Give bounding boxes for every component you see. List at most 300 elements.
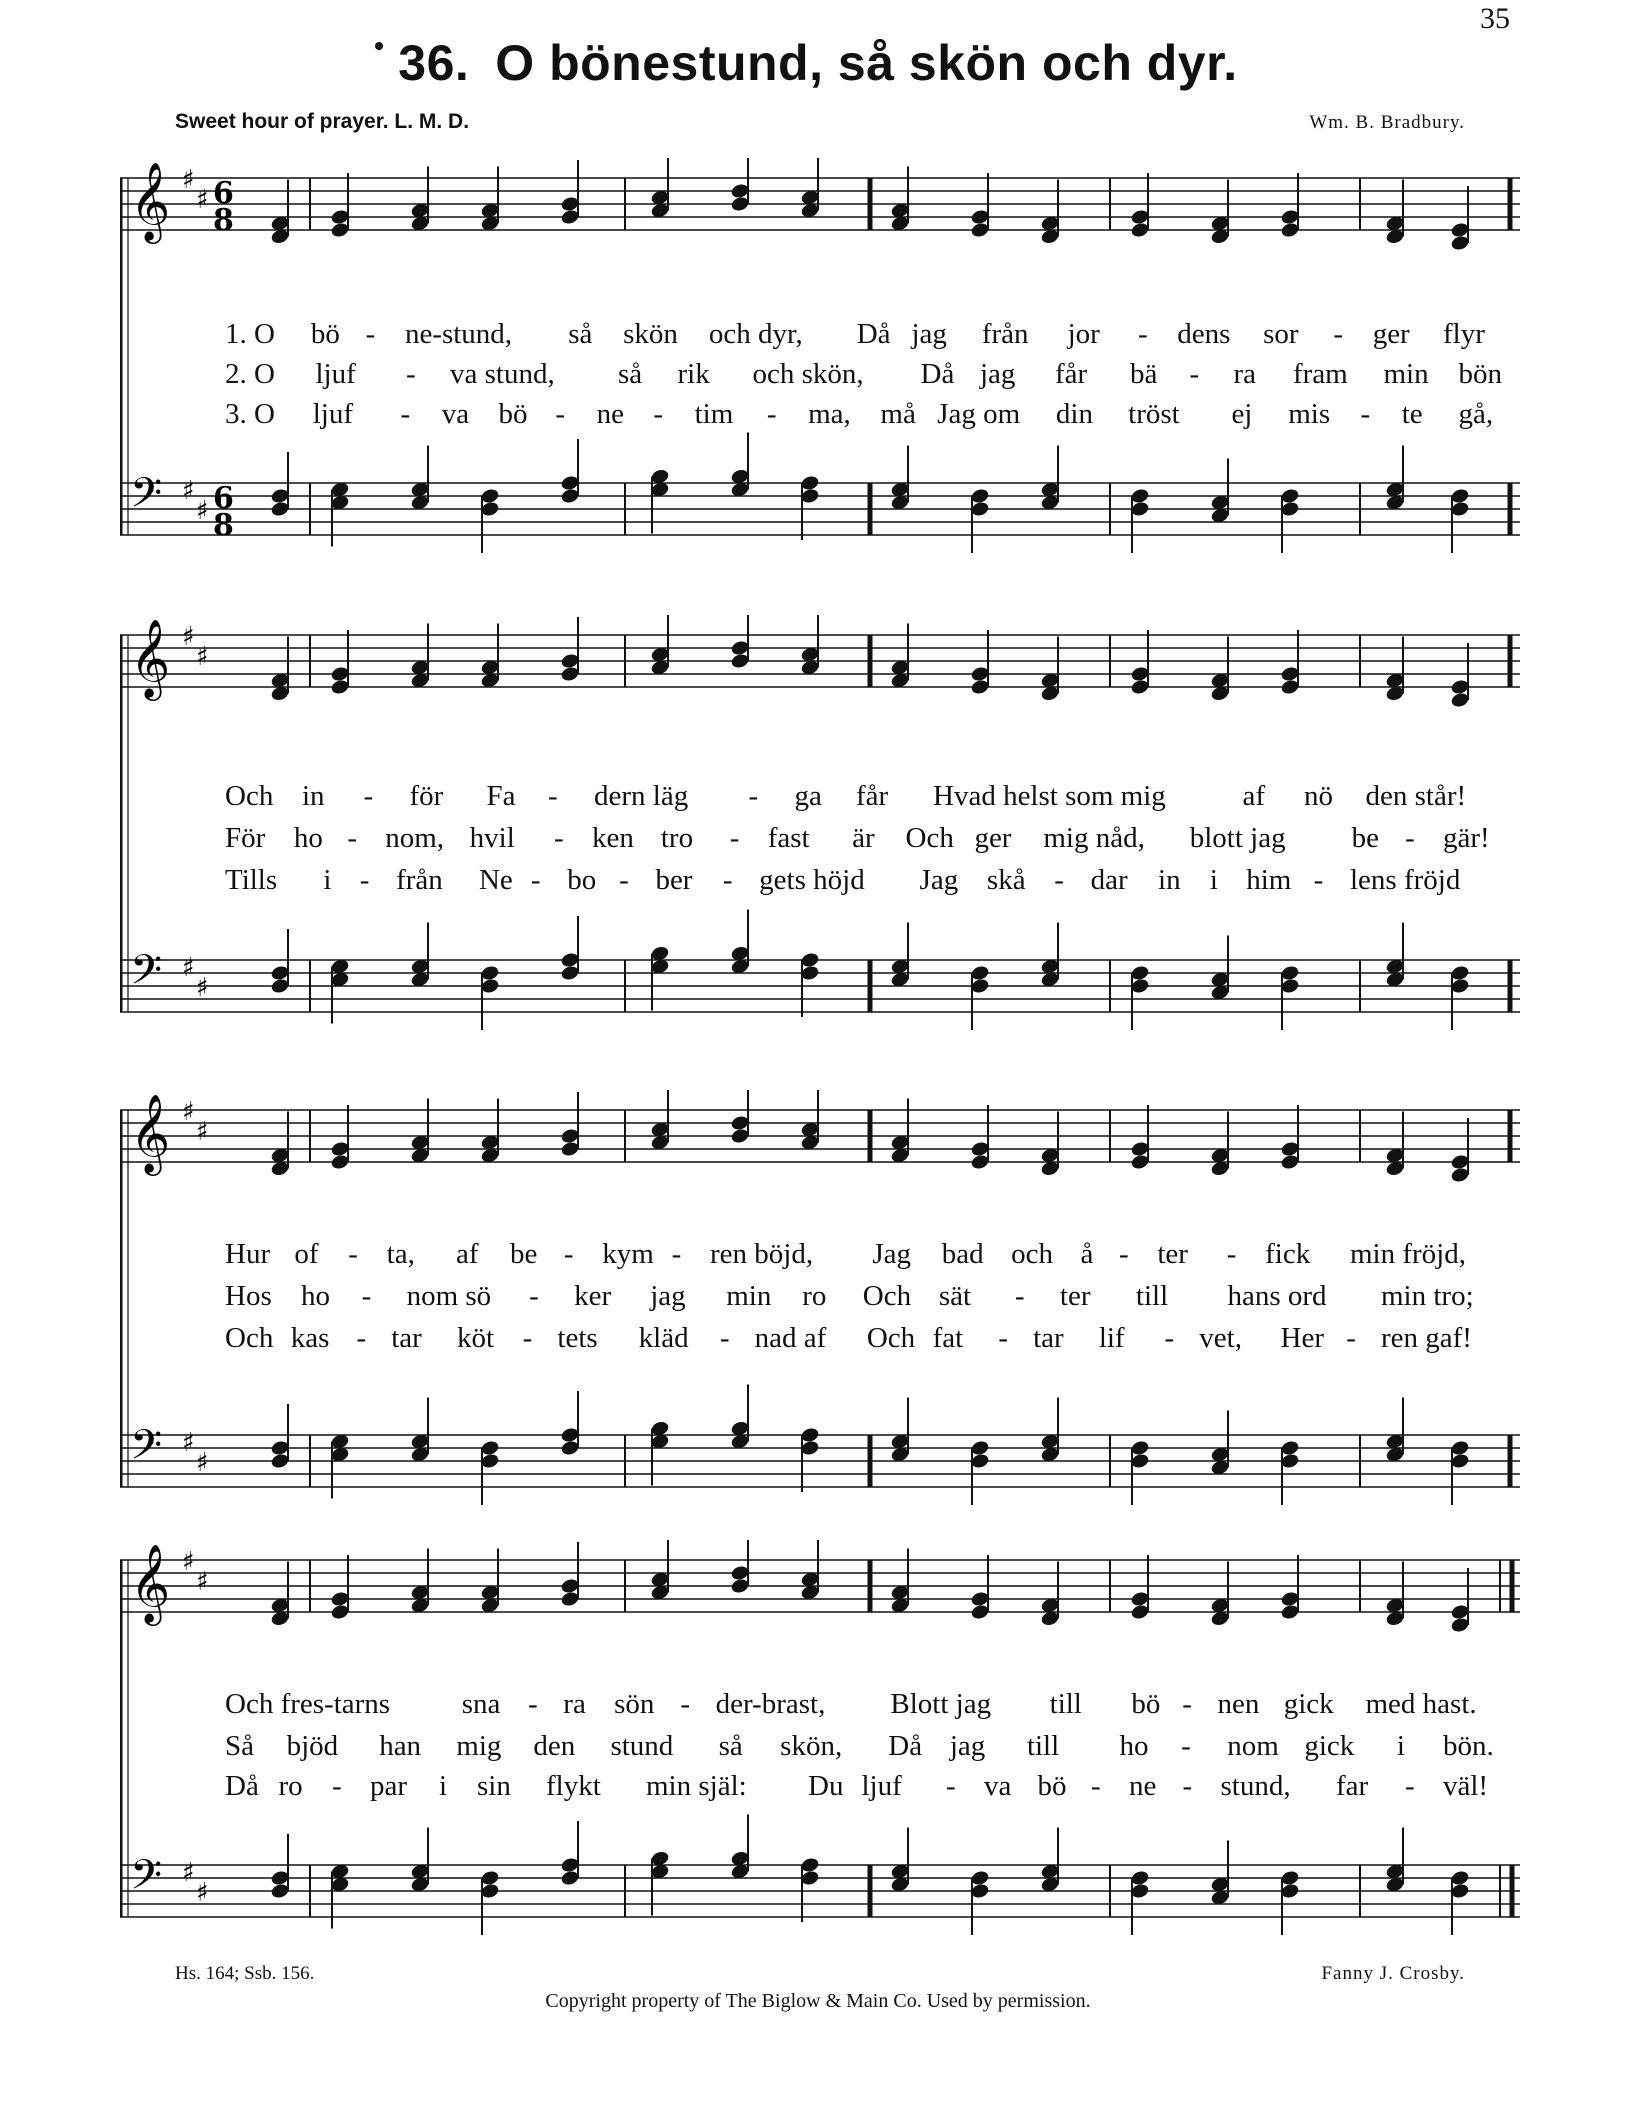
lyric-syllable: Och [225, 780, 274, 812]
lyric-syllable: gär! [1443, 822, 1490, 854]
lyric-syllable: dern läg [594, 780, 689, 812]
lyric-syllable: sön [614, 1688, 655, 1720]
lyric-syllable: Och [905, 822, 954, 854]
hymn-title-text: O bönestund, så skön och dyr. [495, 35, 1238, 91]
lyric-syllable: kas [290, 1322, 330, 1354]
lyric-syllable: kym [602, 1238, 654, 1270]
treble-clef-icon: 𝄞 [130, 162, 171, 241]
note-chord [1210, 1112, 1230, 1178]
lyric-syllable: - [671, 1238, 682, 1270]
sharp-icon: ♯ [196, 185, 209, 215]
lyric-syllable: - [1346, 1322, 1356, 1354]
lyric-syllable: dens [1177, 318, 1231, 350]
bass-clef-icon: 𝄢 [130, 946, 163, 1004]
lyric-line [105, 358, 1515, 394]
note-chord [650, 158, 670, 219]
note-chord [800, 1426, 820, 1492]
lyric-syllable: till [1135, 1280, 1169, 1312]
note-chord [1130, 1439, 1150, 1505]
sharp-icon: ♯ [182, 476, 195, 506]
note-chord [1280, 1869, 1300, 1935]
note-chord [480, 1099, 500, 1165]
note-chord [890, 1398, 910, 1464]
lyric-syllable: vet, [1199, 1322, 1242, 1354]
lyric-syllable: mig [456, 1730, 502, 1762]
lyric-syllable: Hos [225, 1280, 272, 1312]
lyric-syllable: - [530, 864, 541, 896]
lyric-syllable: får [856, 780, 889, 812]
lyric-syllable: bo [567, 864, 597, 896]
lyric-syllable: ra [1233, 358, 1257, 390]
lyric-syllable: kläd [638, 1322, 689, 1354]
lyric-syllable: va stund, [450, 358, 555, 390]
lyric-syllable: af [1242, 780, 1266, 812]
lyric-syllable: Då [225, 1770, 259, 1802]
note-chord [1130, 487, 1150, 553]
note-chord [1450, 1439, 1470, 1505]
bass-clef-icon: 𝄢 [130, 1851, 163, 1909]
lyric-syllable: Blott jag [890, 1688, 992, 1720]
lyric-syllable: mig nåd, [1043, 822, 1145, 854]
lyric-syllable: bön. [1443, 1730, 1494, 1762]
lyric-syllable: va [984, 1770, 1012, 1802]
note-chord [410, 167, 430, 233]
lyric-syllable: köt [456, 1322, 494, 1354]
lyric-syllable: of [294, 1238, 319, 1270]
note-chord [1040, 1828, 1060, 1894]
note-chord [560, 1821, 580, 1887]
staff [120, 960, 1520, 1012]
staff [120, 1435, 1520, 1487]
note-chord [560, 439, 580, 505]
lyric-syllable: Du [808, 1770, 844, 1802]
lyric-syllable: sor [1263, 318, 1299, 350]
lyric-syllable: - [946, 1770, 956, 1802]
lyric-syllable: till [1049, 1688, 1082, 1720]
note-chord [330, 958, 350, 1024]
copyright-notice: Copyright property of The Biglow & Main Co. Used by permission. [545, 1990, 1091, 2012]
note-chord [410, 1099, 430, 1165]
lyric-syllable: - [1014, 1280, 1025, 1312]
lyric-syllable: - [548, 780, 558, 812]
tune-info: Sweet hour of prayer. L. M. D. [175, 110, 470, 133]
author-credit: Fanny J. Crosby. [1321, 1963, 1465, 1984]
note-chord [1040, 923, 1060, 989]
lyric-syllable: - [1091, 1770, 1101, 1802]
note-chord [730, 1540, 750, 1595]
lyric-syllable: till [1026, 1730, 1060, 1762]
page-number: 35 [1480, 2, 1510, 35]
lyric-syllable: fast [767, 822, 810, 854]
lyric-line [105, 822, 1515, 858]
staff [120, 635, 1520, 687]
lyric-syllable: fat [932, 1322, 964, 1354]
lyric-line [105, 864, 1515, 900]
treble-clef-icon: 𝄞 [130, 1544, 171, 1623]
note-chord [800, 951, 820, 1017]
hymnal-references: Hs. 164; Ssb. 156. [175, 1963, 315, 1984]
lyric-syllable: ber [655, 864, 693, 896]
note-chord [1040, 180, 1060, 246]
lyric-syllable: jag [949, 1730, 986, 1762]
lyric-syllable: Och fres-tarns [225, 1688, 391, 1720]
lyric-syllable: - [653, 398, 663, 430]
lyric-syllable: Och [866, 1322, 916, 1354]
note-chord [730, 1815, 750, 1881]
lyric-syllable: - [719, 1322, 730, 1354]
note-chord [560, 1391, 580, 1457]
sharp-icon: ♯ [182, 953, 195, 983]
lyric-syllable: - [766, 398, 777, 430]
note-chord [330, 1555, 350, 1621]
note-chord [270, 637, 290, 703]
note-chord [1130, 1869, 1150, 1935]
composer-credit: Wm. B. Bradbury. [1309, 112, 1465, 133]
lyric-syllable: sin [477, 1770, 511, 1802]
lyric-syllable: så [618, 358, 643, 390]
lyric-syllable: din [1055, 398, 1093, 430]
staff [120, 1560, 1520, 1612]
note-chord [970, 1869, 990, 1935]
note-chord [480, 1549, 500, 1615]
lyric-syllable: sät [938, 1280, 972, 1312]
lyric-syllable: gå, [1458, 398, 1494, 430]
lyric-syllable: be [1351, 822, 1380, 854]
lyric-syllable: ger [974, 822, 1012, 854]
lyric-syllable: ren gaf! [1381, 1322, 1472, 1354]
lyric-syllable: bad [941, 1238, 984, 1270]
note-chord [730, 615, 750, 670]
lyric-syllable: - [722, 864, 733, 896]
note-chord [1280, 630, 1300, 696]
lyric-syllable: blott jag [1189, 822, 1286, 854]
lyric-syllable: dar [1090, 864, 1128, 896]
lyric-syllable: Så [225, 1730, 254, 1762]
treble-clef-icon: 𝄞 [130, 619, 171, 698]
lyric-syllable: ga [794, 780, 822, 812]
staff [120, 1865, 1520, 1917]
lyric-syllable: 1. O [225, 318, 275, 350]
lyric-syllable: Jag [919, 864, 959, 896]
lyric-syllable: hvil [469, 822, 515, 854]
note-chord [970, 1439, 990, 1505]
note-chord [800, 158, 820, 219]
lyric-syllable: flykt [546, 1770, 601, 1802]
note-chord [1450, 1568, 1470, 1634]
lyric-line [105, 780, 1515, 816]
lyric-syllable: - [998, 1322, 1008, 1354]
note-chord [890, 624, 910, 690]
note-chord [1040, 446, 1060, 512]
hymn-number: 36. [398, 35, 470, 91]
lyric-syllable: tar [1033, 1322, 1064, 1354]
lyric-syllable: ra [563, 1688, 586, 1720]
lyric-syllable: ro [802, 1280, 827, 1312]
lyric-syllable: ljuf [312, 398, 354, 430]
note-chord [1130, 173, 1150, 239]
lyric-syllable: - [400, 398, 411, 430]
lyric-syllable: - [406, 358, 416, 390]
lyric-syllable: Her [1280, 1322, 1324, 1354]
lyric-syllable: lens fröjd [1350, 864, 1461, 896]
lyric-syllable: - [1118, 1238, 1129, 1270]
note-chord [1040, 1112, 1060, 1178]
bass-clef-icon: 𝄢 [130, 1421, 163, 1479]
lyric-syllable: han [379, 1730, 422, 1762]
lyric-syllable: - [729, 822, 740, 854]
note-chord [1385, 446, 1405, 512]
lyric-syllable: - [1189, 358, 1200, 390]
note-chord [410, 446, 430, 512]
lyric-syllable: bön [1458, 358, 1502, 390]
lyric-syllable: - [1313, 864, 1324, 896]
note-chord [1385, 1398, 1405, 1464]
lyric-syllable: För [225, 822, 266, 854]
note-chord [560, 1542, 580, 1608]
lyric-syllable: lif [1098, 1322, 1125, 1354]
note-chord [1280, 1105, 1300, 1171]
lyric-syllable: må [880, 398, 916, 430]
key-signature-icon [182, 622, 209, 672]
note-chord [650, 1540, 670, 1601]
lyric-syllable: skön [623, 318, 678, 350]
note-chord [330, 1863, 350, 1929]
lyric-syllable: Tills [225, 864, 278, 896]
lyric-syllable: Jag om [937, 398, 1021, 430]
note-chord [1450, 643, 1470, 709]
lyric-syllable: den står! [1365, 780, 1467, 812]
lyric-syllable: ter [1157, 1238, 1188, 1270]
sharp-icon: ♯ [196, 973, 209, 1003]
note-chord [410, 1398, 430, 1464]
note-chord [650, 1090, 670, 1151]
lyric-syllable: den [533, 1730, 576, 1762]
note-chord [1130, 630, 1150, 696]
note-chord [650, 945, 670, 1011]
note-chord [650, 615, 670, 676]
lyric-syllable: him [1246, 864, 1292, 896]
lyric-syllable: bö [1131, 1688, 1161, 1720]
lyric-syllable: Fa [486, 780, 516, 812]
lyric-syllable: i [439, 1770, 448, 1802]
lyric-syllable: - [555, 398, 565, 430]
note-chord [410, 1828, 430, 1894]
lyric-syllable: ljuf [315, 358, 356, 390]
lyric-syllable: Och [225, 1322, 274, 1354]
lyric-syllable: min tro; [1381, 1280, 1474, 1312]
lyric-syllable: te [1401, 398, 1423, 430]
note-chord [270, 452, 290, 518]
lyric-syllable: och dyr, [708, 318, 803, 350]
lyric-syllable: och [1011, 1238, 1054, 1270]
note-chord [1385, 1112, 1405, 1178]
lyric-syllable: från [981, 318, 1029, 350]
lyric-syllable: i [1209, 864, 1218, 896]
lyric-syllable: - [1360, 398, 1371, 430]
note-chord [480, 1439, 500, 1505]
lyric-syllable: med hast. [1365, 1688, 1477, 1720]
lyric-syllable: får [1055, 358, 1088, 390]
lyric-syllable: nen [1217, 1688, 1260, 1720]
lyric-syllable: Då [888, 1730, 923, 1762]
note-chord [1450, 186, 1470, 252]
bass-clef-icon: 𝄢 [130, 469, 163, 527]
note-chord [1130, 1105, 1150, 1171]
note-chord [1040, 637, 1060, 703]
note-chord [1385, 1562, 1405, 1628]
lyric-line [105, 1322, 1515, 1358]
note-chord [1450, 487, 1470, 553]
note-chord [330, 1105, 350, 1171]
lyric-syllable: bö [498, 398, 528, 430]
note-chord [800, 474, 820, 540]
lyric-syllable: ho [293, 822, 323, 854]
note-chord [560, 1092, 580, 1158]
lyric-syllable: väl! [1443, 1770, 1489, 1802]
lyric-line [105, 398, 1515, 434]
note-chord [890, 1099, 910, 1165]
note-chord [1280, 173, 1300, 239]
lyric-syllable: ne [596, 398, 624, 430]
lyric-syllable: tar [391, 1322, 422, 1354]
sharp-icon: ♯ [196, 496, 209, 526]
lyric-syllable: - [748, 780, 759, 812]
note-chord [560, 160, 580, 226]
lyric-line [105, 1770, 1515, 1806]
key-signature-icon [182, 165, 209, 215]
note-chord [270, 929, 290, 995]
lyric-syllable: jor [1067, 318, 1100, 350]
lyric-syllable: ho [301, 1280, 331, 1312]
lyric-syllable: Och [862, 1280, 912, 1312]
lyric-syllable: - [680, 1688, 691, 1720]
note-chord [480, 1869, 500, 1935]
note-chord [1450, 964, 1470, 1030]
note-chord [650, 468, 670, 534]
lyric-syllable: - [363, 780, 374, 812]
lyric-syllable: Hur [225, 1238, 271, 1270]
lyric-syllable: in [302, 780, 325, 812]
note-chord [480, 624, 500, 690]
note-chord [970, 1105, 990, 1171]
note-chord [1385, 180, 1405, 246]
lyric-syllable: å [1080, 1238, 1094, 1270]
lyric-syllable: ger [1372, 318, 1410, 350]
note-chord [480, 487, 500, 553]
note-chord [1210, 180, 1230, 246]
note-chord [970, 630, 990, 696]
lyric-syllable: Hvad helst som mig [933, 780, 1166, 812]
note-chord [650, 1420, 670, 1486]
note-chord [270, 180, 290, 246]
note-chord [970, 173, 990, 239]
lyric-syllable: Då [920, 358, 955, 390]
lyric-syllable: - [1333, 318, 1344, 350]
note-chord [410, 624, 430, 690]
lyric-syllable: in [1158, 864, 1181, 896]
time-signature-bottom: 8 [213, 203, 234, 238]
note-chord [650, 1850, 670, 1916]
note-chord [330, 630, 350, 696]
lyric-syllable: stund [610, 1730, 674, 1762]
note-chord [1385, 923, 1405, 989]
sharp-icon: ♯ [182, 1858, 195, 1888]
lyric-syllable: min själ: [646, 1770, 747, 1802]
lyric-syllable: flyr [1443, 318, 1485, 350]
lyric-syllable: - [361, 1280, 372, 1312]
lyric-syllable: - [332, 1770, 342, 1802]
key-signature-icon [182, 1097, 209, 1147]
lyric-syllable: mis [1288, 398, 1331, 430]
lyric-syllable: par [370, 1770, 408, 1802]
lyric-syllable: - [1164, 1322, 1175, 1354]
lyric-syllable: - [529, 1280, 539, 1312]
lyric-line [105, 1238, 1515, 1274]
lyric-syllable: sna [461, 1688, 501, 1720]
note-chord [1130, 964, 1150, 1030]
note-chord [970, 1555, 990, 1621]
note-chord [800, 1540, 820, 1601]
sharp-icon: ♯ [182, 1547, 195, 1577]
note-chord [1280, 1439, 1300, 1505]
note-chord [480, 167, 500, 233]
note-chord [800, 1090, 820, 1151]
lyric-line [105, 1280, 1515, 1316]
sharp-icon: ♯ [182, 1097, 195, 1127]
sharp-icon: ♯ [196, 1448, 209, 1478]
lyric-syllable: - [1182, 1770, 1193, 1802]
note-chord [330, 481, 350, 547]
note-chord [730, 1385, 750, 1451]
lyric-syllable: tim [694, 398, 734, 430]
lyric-syllable: nom [1227, 1730, 1279, 1762]
note-chord [1210, 1841, 1230, 1907]
lyric-syllable: - [619, 864, 629, 896]
note-chord [730, 910, 750, 976]
staff [120, 1110, 1520, 1162]
note-chord [730, 158, 750, 213]
lyric-syllable: i [323, 864, 332, 896]
lyric-syllable: - [1181, 1730, 1191, 1762]
lyric-syllable: nö [1304, 780, 1333, 812]
lyric-syllable: nom sö [406, 1280, 492, 1312]
note-chord [1385, 1828, 1405, 1894]
lyric-syllable: ej [1231, 398, 1253, 430]
note-chord [330, 1433, 350, 1499]
lyric-syllable: - [1182, 1688, 1192, 1720]
hymn-title [0, 34, 1636, 92]
note-chord [970, 487, 990, 553]
lyric-syllable: stund, [1220, 1770, 1291, 1802]
lyric-syllable: - [359, 864, 370, 896]
lyric-syllable: ro [278, 1770, 303, 1802]
note-chord [890, 1828, 910, 1894]
note-chord [1210, 936, 1230, 1002]
note-chord [890, 1549, 910, 1615]
lyric-syllable: far [1336, 1770, 1369, 1802]
lyric-syllable: - [1054, 864, 1064, 896]
lyric-syllable: jag [911, 318, 947, 350]
lyric-syllable: - [365, 318, 376, 350]
sharp-icon: ♯ [196, 1567, 209, 1597]
lyric-syllable: - [522, 1322, 533, 1354]
lyric-line [105, 318, 1515, 354]
lyric-syllable: - [348, 1238, 358, 1270]
note-chord [270, 1404, 290, 1470]
lyric-syllable: nad af [754, 1322, 827, 1354]
lyric-syllable: tro [660, 822, 694, 854]
note-chord [1210, 1411, 1230, 1477]
